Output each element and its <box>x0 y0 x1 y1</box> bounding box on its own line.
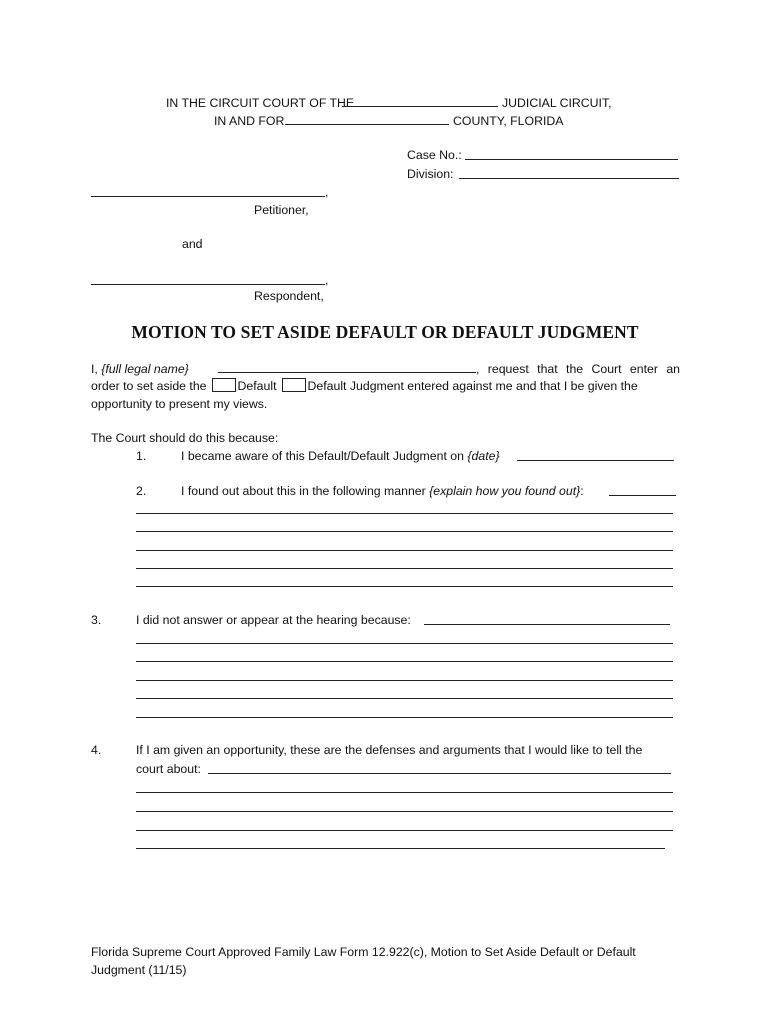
default-judgment-label: Default Judgment entered against me and that I be given the <box>307 379 638 393</box>
item-2-line-4[interactable] <box>136 568 673 569</box>
item-1-label: I became aware of this Default/Default Judgment on <box>181 449 464 463</box>
date-hint: {date} <box>467 449 500 463</box>
item-4-text-b: court about: <box>136 762 201 776</box>
item-2-line-3[interactable] <box>136 550 673 551</box>
and-label: and <box>182 237 203 251</box>
court-line-1 <box>166 95 354 111</box>
full-legal-name-field[interactable] <box>218 372 476 373</box>
item-4-line-4[interactable] <box>136 848 665 849</box>
item-4-text-a: If I am given an opportunity, these are the defenses and arguments that I would like to tell the <box>136 743 643 757</box>
item-4-line-2[interactable] <box>136 811 673 812</box>
item-3-line-5[interactable] <box>136 717 673 718</box>
in-and-for-label: IN AND FOR <box>214 114 285 128</box>
item-2-colon: : <box>580 484 584 498</box>
county-field[interactable] <box>285 124 449 125</box>
item-2-line-0[interactable] <box>609 495 676 496</box>
judicial-circuit-label: JUDICIAL CIRCUIT, <box>502 96 612 110</box>
item-3-text: I did not answer or appear at the hearing because: <box>136 613 411 627</box>
item-2-line-5[interactable] <box>136 586 673 587</box>
item-4-number: 4. <box>91 743 102 757</box>
item-1-text <box>181 448 500 464</box>
case-no-field[interactable] <box>465 159 678 160</box>
division-label: Division: <box>407 167 454 181</box>
judicial-circuit-field[interactable] <box>342 106 498 107</box>
item-2-line-2[interactable] <box>136 531 673 532</box>
petitioner-name-field[interactable] <box>91 196 325 197</box>
item-3-line-0[interactable] <box>424 624 670 625</box>
intro-line-2 <box>91 378 638 394</box>
reasons-heading: The Court should do this because: <box>91 431 279 445</box>
item-3-line-2[interactable] <box>136 661 673 662</box>
full-legal-name-hint: {full legal name} <box>101 362 189 376</box>
footer-line-2: Judgment (11/15) <box>91 963 187 977</box>
default-checkbox[interactable] <box>212 378 236 392</box>
petitioner-comma: , <box>325 185 329 199</box>
explain-hint: {explain how you found out} <box>429 484 581 498</box>
respondent-label: Respondent, <box>254 289 324 303</box>
item-3-line-1[interactable] <box>136 643 673 644</box>
footer-line-1: Florida Supreme Court Approved Family Law Form 12.922(c), Motion to Set Aside Default or Default <box>91 945 636 959</box>
petitioner-label: Petitioner, <box>254 203 309 217</box>
item-4-line-3[interactable] <box>136 830 673 831</box>
set-aside-text: order to set aside the <box>91 379 207 393</box>
default-label: Default <box>237 379 277 393</box>
item-2-number: 2. <box>136 484 147 498</box>
intro-line-1 <box>91 361 189 377</box>
default-judgment-checkbox[interactable] <box>282 378 306 392</box>
intro-i: I, <box>91 362 98 376</box>
item-3-number: 3. <box>91 613 102 627</box>
item-2-label: I found out about this in the following manner <box>181 484 426 498</box>
item-1-number: 1. <box>136 449 147 463</box>
item-4-line-0[interactable] <box>208 773 671 774</box>
item-3-line-3[interactable] <box>136 680 673 681</box>
case-no-label: Case No.: <box>407 148 462 162</box>
county-label: COUNTY, FLORIDA <box>453 114 564 128</box>
respondent-name-field[interactable] <box>91 284 325 285</box>
respondent-comma: , <box>325 273 329 287</box>
item-2-text <box>181 483 584 499</box>
item-3-line-4[interactable] <box>136 698 673 699</box>
court-line-1-label: IN THE CIRCUIT COURT OF THE <box>166 96 355 110</box>
request-text: , request that the Court enter an <box>476 362 680 376</box>
date-field[interactable] <box>517 460 674 461</box>
page-title: MOTION TO SET ASIDE DEFAULT OR DEFAULT JUDGMENT <box>131 322 639 342</box>
item-2-line-1[interactable] <box>136 513 673 514</box>
division-field[interactable] <box>459 178 679 179</box>
intro-line-3: opportunity to present my views. <box>91 397 268 411</box>
item-4-line-1[interactable] <box>136 792 673 793</box>
